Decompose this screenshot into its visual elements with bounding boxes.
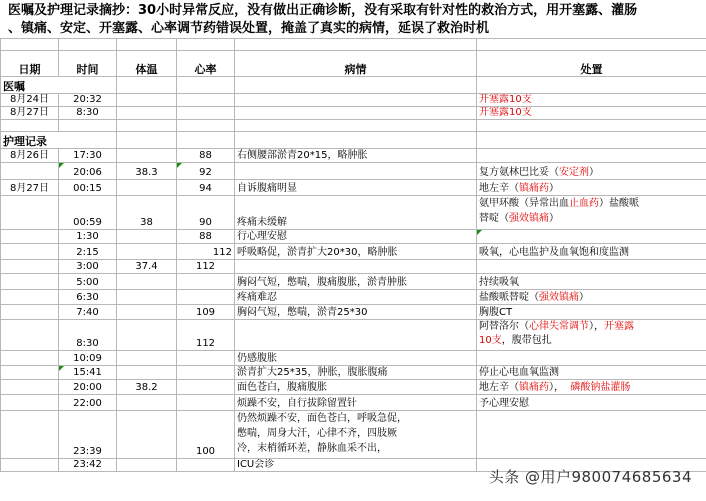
table-row: 23:39 100 仍然烦躁不安，面色苍白，呼吸急促， 憋喘，周身大汗，心律不齐，四肢厥 冷，末梢循环差，静脉血采不出， [1,411,706,459]
record-table [0,38,706,472]
section-nursing-label: 护理记录 [1,132,117,149]
header-row [1,51,706,77]
table-row: 23:42 ICU会诊 [1,459,706,472]
table-row: 15:41 淤青扩大25*35，肿胀，腹胀腹痛 停止心电血氧监测 [1,366,706,380]
col-hr: 心率 [177,51,235,77]
section-nursing [1,132,706,149]
table-row: 8月27日 00:15 94 自诉腹痛明显 地左辛（镇痛药） [1,180,706,196]
title-line-1: 医嘱及护理记录摘抄：30小时异常反应，没有做出正确诊断，没有采取有针对性的救治方式，用开塞露、灌肠 [8,3,638,18]
table-row: 8:30 112 阿替洛尔（心律失常调节），开塞露 10支，腹带包扎 [1,320,706,351]
col-condition: 病情 [235,51,477,77]
table-row: 5:00 胸闷气短，憋喘，腹痛腹胀，淤青肿胀 持续吸氧 [1,274,706,290]
col-temp: 体温 [117,51,177,77]
table-row: 20:00 38.2 面色苍白，腹痛腹胀 地左辛（镇痛药）， 磷酸钠盐灌肠 [1,380,706,395]
table-row: 6:30 疼痛难忍 盐酸哌替啶（强效镇痛） [1,290,706,305]
table-row: 22:00 烦躁不安，自行拔除留置针 予心理安慰 [1,395,706,411]
table-row: 3:00 37.4 112 [1,260,706,274]
table-row: 8月27日 8:30 开塞露10支 [1,107,706,120]
document-title [0,0,706,40]
table-row: 7:40 109 胸闷气短，憋喘，淤青25*30 胸腹CT [1,305,706,320]
section-orders [1,77,706,94]
section-orders-label: 医嘱 [1,77,117,94]
table-row: 2:15 112 呼吸略促，淤青扩大20*30，略肿胀 吸氧，心电监护及血氧饱和度监测 [1,244,706,260]
table-row: 8月24日 20:32 开塞露10支 [1,94,706,107]
table-row: 00:59 38 90 疼痛未缓解 氨甲环酸（异常出血止血药）盐酸哌 替啶（强效镇痛） [1,196,706,230]
table-row: 10:09 仍感腹胀 [1,351,706,366]
col-treatment: 处置 [477,51,706,77]
table-row: 1:30 88 行心理安慰 [1,230,706,244]
watermark: 头条 @用户980074685634 [488,468,692,486]
title-line-2: 、镇痛、安定、开塞露、心率调节药错误处置，掩盖了真实的病情，延误了救治时机 [8,21,490,36]
table-row: 8月26日 17:30 88 右侧腰部淤青20*15，略肿胀 [1,149,706,163]
col-time: 时间 [59,51,117,77]
table-row: 20:06 38.3 92 复方氨林巴比妥（安定剂） [1,163,706,180]
col-date: 日期 [1,51,59,77]
